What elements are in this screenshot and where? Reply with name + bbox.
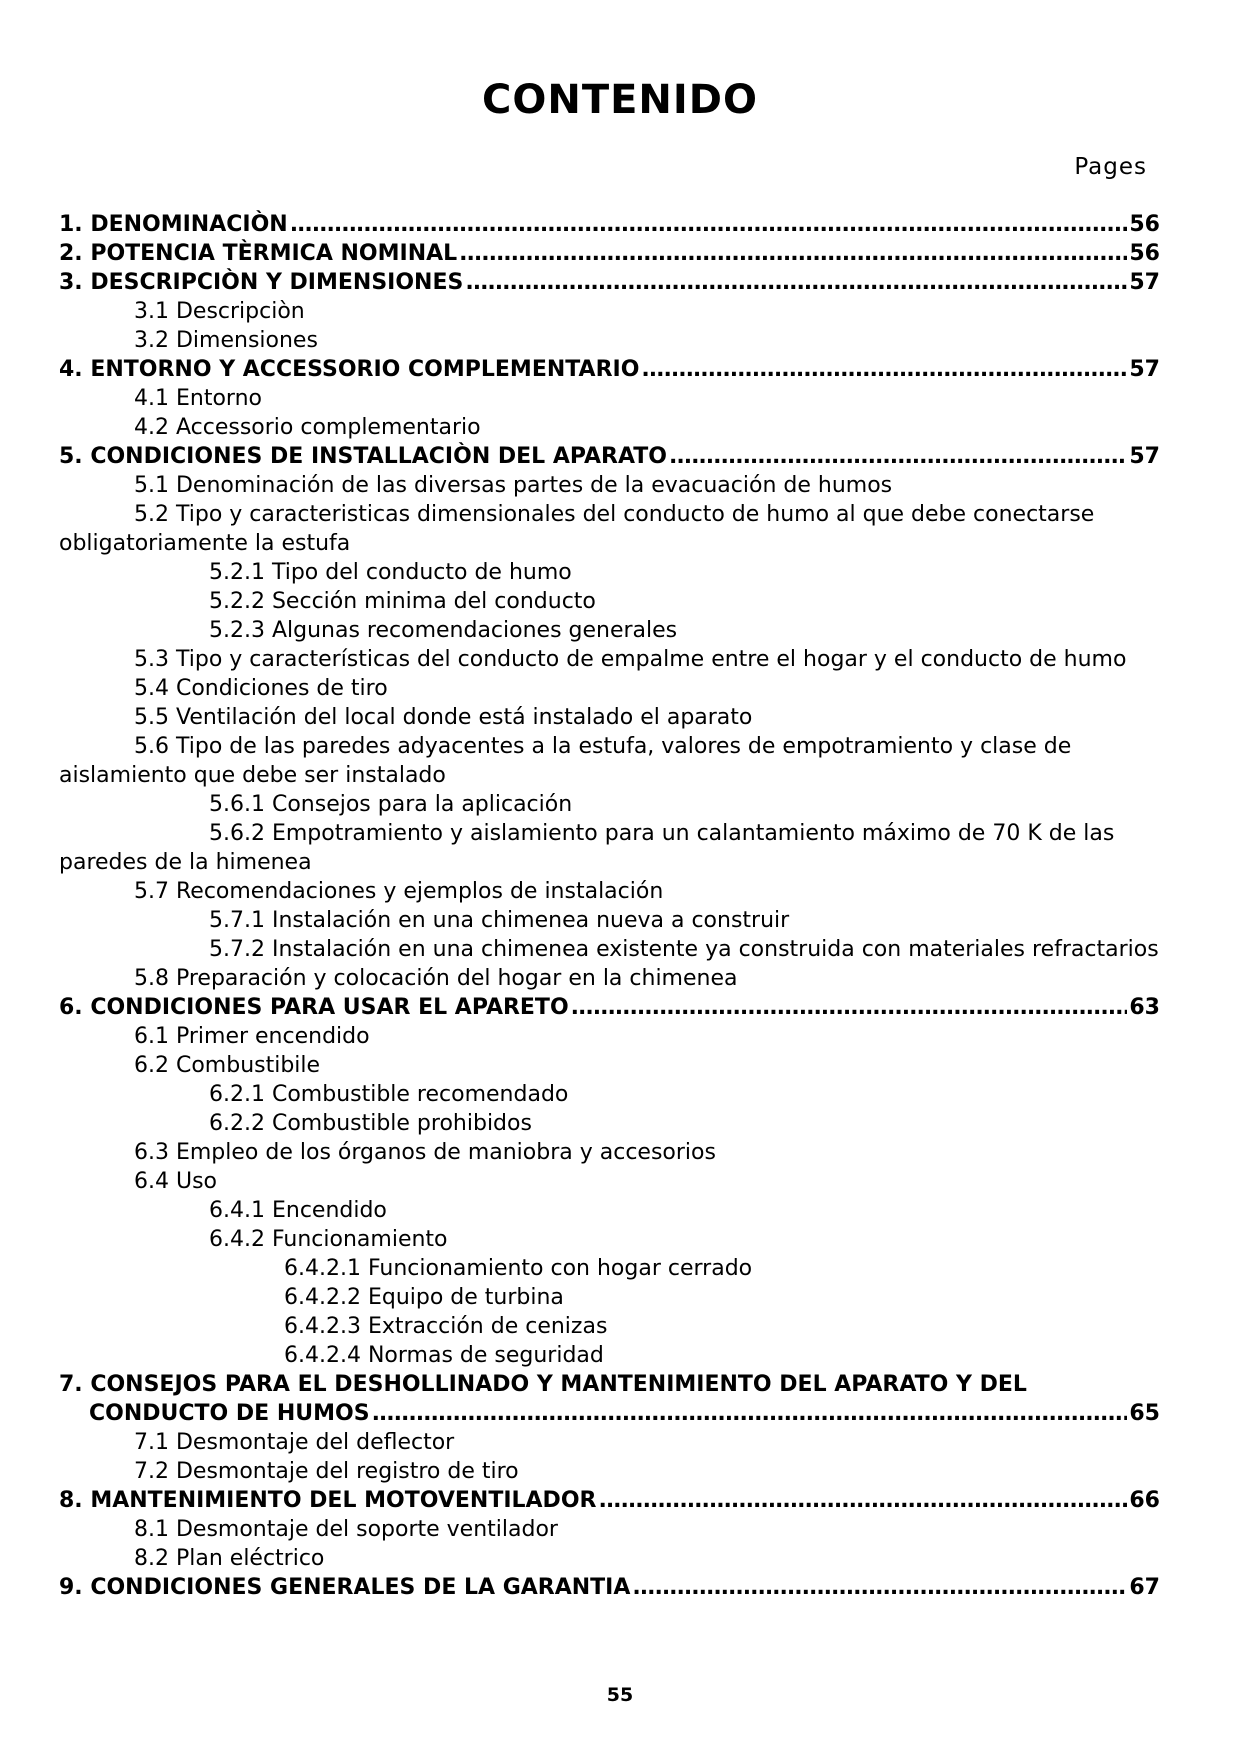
toc-entry-label: 2. POTENCIA TÈRMICA NOMINAL: [59, 241, 458, 266]
toc-page-number: 65: [1129, 1401, 1160, 1426]
dot-leader: [669, 442, 1127, 471]
toc-subentry[interactable]: 5.7 Recomendaciones y ejemplos de instalación: [134, 879, 664, 904]
toc-subsubentry[interactable]: 6.4.1 Encendido: [209, 1198, 387, 1223]
page-number: 55: [606, 1684, 634, 1706]
toc-entry-7[interactable]: [59, 1399, 1160, 1428]
toc-entry-2[interactable]: [59, 239, 1160, 268]
toc-page-number: 57: [1129, 270, 1160, 295]
toc-page-number: 63: [1129, 995, 1160, 1020]
dot-leader: [571, 993, 1128, 1022]
toc-entry-7-line1[interactable]: 7. CONSEJOS PARA EL DESHOLLINADO Y MANTENIMIENTO DEL APARATO Y DEL: [59, 1372, 1027, 1397]
toc-subsubentry[interactable]: 5.2.3 Algunas recomendaciones generales: [209, 618, 678, 643]
dot-leader: [465, 268, 1127, 297]
toc-entry-label: 9. CONDICIONES GENERALES DE LA GARANTIA: [59, 1575, 631, 1600]
toc-entry-1[interactable]: [59, 210, 1160, 239]
toc-subentry[interactable]: 6.4 Uso: [134, 1169, 218, 1194]
dot-leader: [641, 355, 1127, 384]
toc-subsubentry[interactable]: 6.2.2 Combustible prohibidos: [209, 1111, 532, 1136]
toc-subentry-continued[interactable]: paredes de la himenea: [59, 850, 312, 875]
toc-subsubentry[interactable]: 5.2.2 Sección minima del conducto: [209, 589, 596, 614]
toc-subentry[interactable]: 6.3 Empleo de los órganos de maniobra y accesorios: [134, 1140, 716, 1165]
toc-subentry[interactable]: 3.1 Descripciòn: [134, 299, 305, 324]
toc-subentry[interactable]: 4.1 Entorno: [134, 386, 262, 411]
toc-subentry[interactable]: 6.1 Primer encendido: [134, 1024, 370, 1049]
toc-page-number: 66: [1129, 1488, 1160, 1513]
toc-subentry[interactable]: 5.1 Denominación de las diversas partes de la evacuación de humos: [134, 473, 893, 498]
toc-subentry[interactable]: 5.8 Preparación y colocación del hogar en la chimenea: [134, 966, 738, 991]
toc-entry-3[interactable]: [59, 268, 1160, 297]
toc-subentry[interactable]: 5.5 Ventilación del local donde está instalado el aparato: [134, 705, 753, 730]
toc-page-number: 67: [1129, 1575, 1160, 1600]
toc-subentry[interactable]: 8.1 Desmontaje del soporte ventilador: [134, 1517, 558, 1542]
toc-entry-label: 3. DESCRIPCIÒN Y DIMENSIONES: [59, 270, 464, 295]
toc-page-number: 56: [1129, 212, 1160, 237]
dot-leader: [598, 1486, 1127, 1515]
toc-level4-entry[interactable]: 6.4.2.4 Normas de seguridad: [284, 1343, 604, 1368]
toc-page-number: 57: [1129, 357, 1160, 382]
toc-subsubentry[interactable]: 5.6.2 Empotramiento y aislamiento para un calantamiento máximo de 70 K de las: [209, 821, 1115, 846]
toc-entry-4[interactable]: [59, 355, 1160, 384]
toc-subentry-continued[interactable]: aislamiento que debe ser instalado: [59, 763, 446, 788]
toc-entry-label: 1. DENOMINACIÒN: [59, 212, 288, 237]
toc-entry-label: 8. MANTENIMIENTO DEL MOTOVENTILADOR: [59, 1488, 597, 1513]
toc-page-number: 56: [1129, 241, 1160, 266]
pages-column-label: Pages: [1074, 154, 1147, 180]
toc-level4-entry[interactable]: 6.4.2.3 Extracción de cenizas: [284, 1314, 608, 1339]
table-of-contents: [59, 210, 1160, 1602]
toc-entry-label: 4. ENTORNO Y ACCESSORIO COMPLEMENTARIO: [59, 357, 640, 382]
dot-leader: [632, 1573, 1127, 1602]
toc-entry-label: CONDUCTO DE HUMOS: [89, 1401, 370, 1426]
toc-subsubentry[interactable]: 6.4.2 Funcionamiento: [209, 1227, 448, 1252]
toc-subentry[interactable]: 8.2 Plan eléctrico: [134, 1546, 325, 1571]
toc-subentry-continued[interactable]: obligatoriamente la estufa: [59, 531, 351, 556]
toc-subsubentry[interactable]: 5.7.1 Instalación en una chimenea nueva a construir: [209, 908, 790, 933]
toc-subentry[interactable]: 7.2 Desmontaje del registro de tiro: [134, 1459, 519, 1484]
page-title: CONTENIDO: [481, 77, 758, 123]
toc-entry-6[interactable]: [59, 993, 1160, 1022]
toc-subsubentry[interactable]: 5.6.1 Consejos para la aplicación: [209, 792, 573, 817]
toc-entry-9[interactable]: [59, 1573, 1160, 1602]
toc-level4-entry[interactable]: 6.4.2.2 Equipo de turbina: [284, 1285, 564, 1310]
toc-subentry[interactable]: 7.1 Desmontaje del deflector: [134, 1430, 455, 1455]
toc-entry-8[interactable]: [59, 1486, 1160, 1515]
toc-subentry[interactable]: 4.2 Accessorio complementario: [134, 415, 481, 440]
toc-entry-label: 5. CONDICIONES DE INSTALLACIÒN DEL APARATO: [59, 444, 667, 469]
toc-subsubentry[interactable]: 5.2.1 Tipo del conducto de humo: [209, 560, 572, 585]
toc-subentry[interactable]: 3.2 Dimensiones: [134, 328, 318, 353]
dot-leader: [459, 239, 1127, 268]
toc-subentry[interactable]: 6.2 Combustibile: [134, 1053, 321, 1078]
toc-subsubentry[interactable]: 6.2.1 Combustible recomendado: [209, 1082, 569, 1107]
toc-subentry[interactable]: 5.2 Tipo y caracteristicas dimensionales del conducto de humo al que debe conectarse: [134, 502, 1095, 527]
dot-leader: [290, 210, 1128, 239]
dot-leader: [372, 1399, 1128, 1428]
toc-level4-entry[interactable]: 6.4.2.1 Funcionamiento con hogar cerrado: [284, 1256, 753, 1281]
toc-subentry[interactable]: 5.4 Condiciones de tiro: [134, 676, 388, 701]
toc-page-number: 57: [1129, 444, 1160, 469]
toc-subentry[interactable]: 5.6 Tipo de las paredes adyacentes a la estufa, valores de empotramiento y clase de: [134, 734, 1072, 759]
toc-subsubentry[interactable]: 5.7.2 Instalación en una chimenea existente ya construida con materiales refractarios: [209, 937, 1159, 962]
toc-subentry[interactable]: 5.3 Tipo y características del conducto de empalme entre el hogar y el conducto de humo: [134, 647, 1127, 672]
toc-entry-label: 6. CONDICIONES PARA USAR EL APARETO: [59, 995, 569, 1020]
toc-entry-5[interactable]: [59, 442, 1160, 471]
